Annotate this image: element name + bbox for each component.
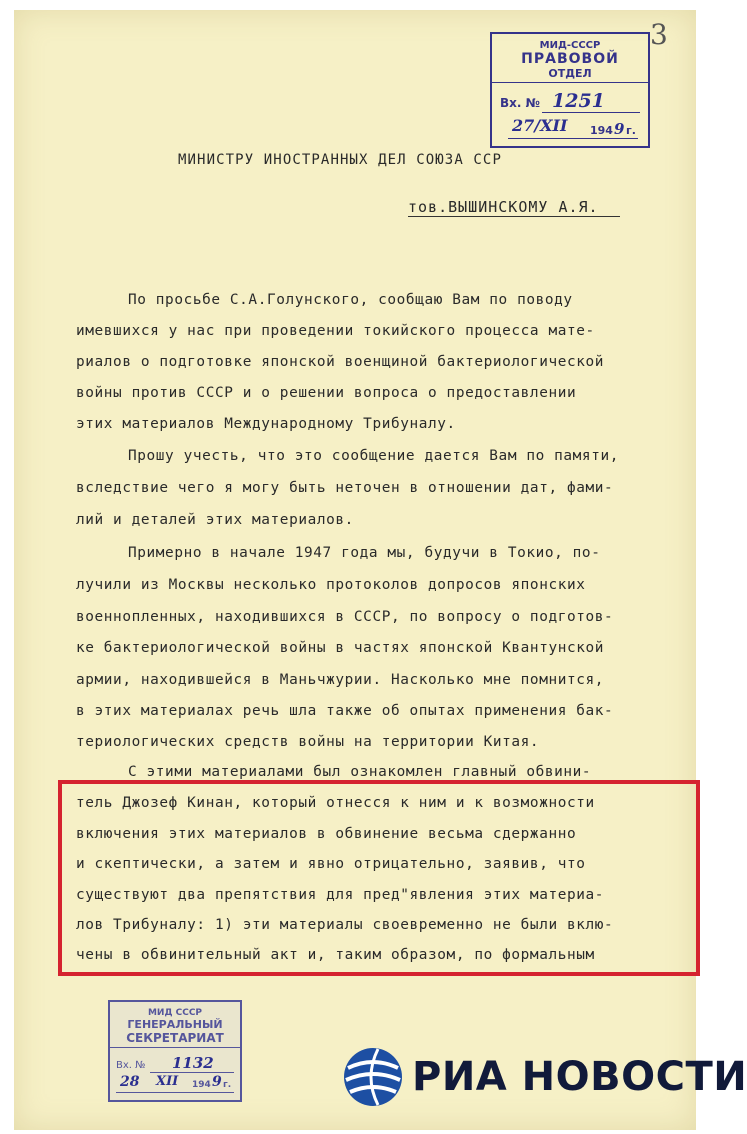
stamp2-number-value: 1132 [172,1054,214,1072]
secretariat-stamp [108,1000,242,1102]
stamp-department-1: ПРАВОВОЙ [521,51,619,67]
text-line: чены в обвинительный акт и, таким образом, по формальным [76,947,595,963]
stamp-date-value: 27/XII [512,116,568,135]
stamp2-number-label: Вх. № [116,1060,146,1071]
text-line: этих материалов Международному Трибуналу. [76,416,456,432]
document-addressee: тов.ВЫШИНСКОМУ А.Я. [408,198,599,216]
text-line: териологических средств войны на территории Китая. [76,734,540,750]
addressee-underline [408,216,620,217]
text-line: По просьбе С.А.Голунского, сообщаю Вам по поводу [128,292,573,308]
text-line: вследствие чего я могу быть неточен в отношении дат, фами- [76,480,614,496]
stamp-number-value: 1251 [552,90,605,112]
highlight-box [58,780,700,976]
ria-novosti-logo [342,1046,747,1108]
text-line: войны против СССР и о решении вопроса о предоставлении [76,385,577,401]
text-line: лов Трибуналу: 1) эти материалы своевременно не были вклю- [76,917,614,933]
text-line: ке бактериологической войны в частях японской Квантунской [76,640,605,656]
text-line: армии, находившейся в Маньчжурии. Насколько мне помнится, [76,672,605,688]
text-line: существуют два препятствия для пред"явления этих материа- [76,887,605,903]
text-line: риалов о подготовке японской военщиной бактериологической [76,354,605,370]
stamp2-year-digit: 9 [212,1074,222,1090]
stamp-department-2: ОТДЕЛ [492,67,648,83]
stamp-year-prefix: 194 [590,124,613,137]
stamp-ministry: МИД-СССР [539,40,601,51]
stamp2-year-g: г. [223,1080,232,1090]
stamp2-month: XII [156,1074,179,1089]
text-line: лий и деталей этих материалов. [76,512,354,528]
legal-department-stamp [490,32,650,148]
text-line: лучили из Москвы несколько протоколов допросов японских [76,577,586,593]
ria-logo-text: РИА НОВОСТИ [412,1054,747,1100]
stamp2-day: 28 [120,1074,140,1090]
ria-globe-icon [342,1046,404,1108]
stamp2-line2: ГЕНЕРАЛЬНЫЙ [127,1018,223,1031]
text-line: Примерно в начале 1947 года мы, будучи в Токио, по- [128,545,601,561]
text-line: имевшихся у нас при проведении токийского процесса мате- [76,323,595,339]
text-line: Прошу учесть, что это сообщение дается Вам по памяти, [128,448,619,464]
text-line: тель Джозеф Кинан, который отнесся к ним и к возможности [76,795,595,811]
stamp2-year-prefix: 194 [192,1080,211,1090]
text-line: С этими материалами был ознакомлен главный обвини- [128,764,592,780]
stamp2-ministry: МИД СССР [147,1008,203,1018]
stamp-year-g: г. [626,124,636,137]
stamp-number-label: Вх. № [500,96,541,110]
stamp2-line3: СЕКРЕТАРИАТ [110,1031,240,1048]
text-line: военнопленных, находившихся в СССР, по вопросу о подготов- [76,609,614,625]
text-line: включения этих материалов в обвинение весьма сдержанно [76,826,577,842]
stamp-year-digit: 9 [614,120,625,138]
text-line: и скептически, а затем и явно отрицательно, заявив, что [76,856,586,872]
page-number: 3 [650,18,668,51]
document-heading: МИНИСТРУ ИНОСТРАННЫХ ДЕЛ СОЮЗА ССР [178,152,502,168]
text-line: в этих материалах речь шла также об опытах применения бак- [76,703,614,719]
